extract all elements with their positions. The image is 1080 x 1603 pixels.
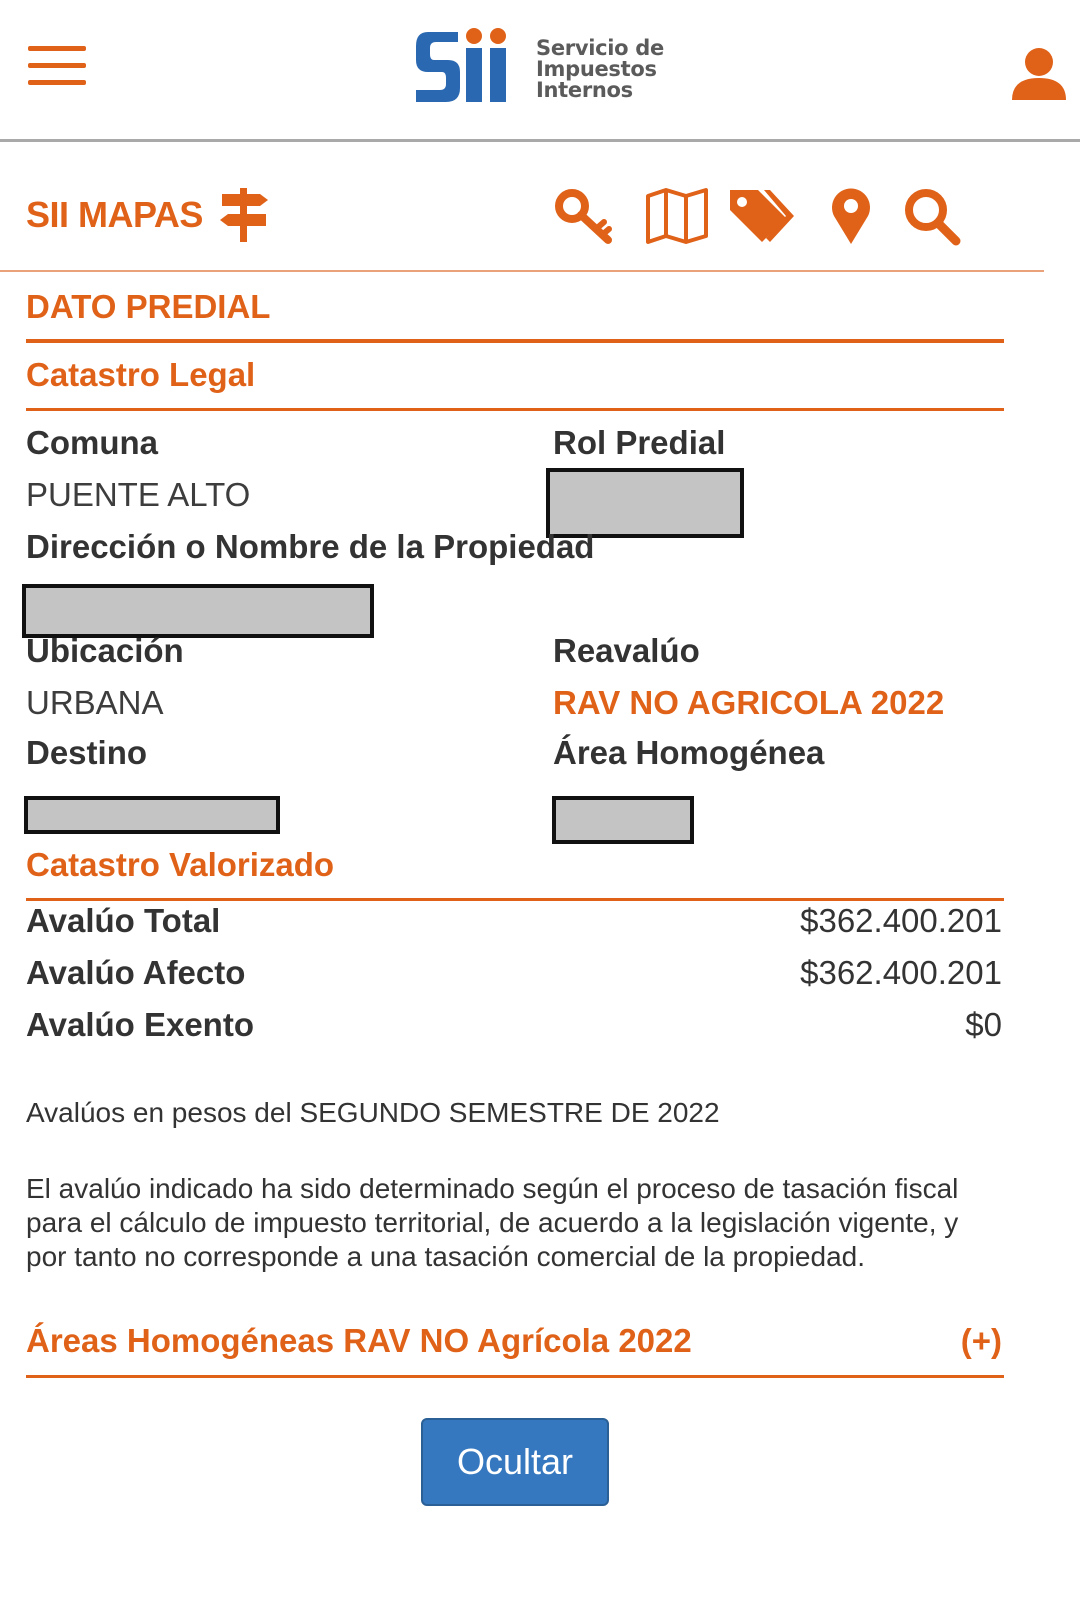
reavaluo-value[interactable]: RAV NO AGRICOLA 2022 [553,684,945,721]
areas-homogeneas-toggle[interactable] [26,1322,1004,1378]
areas-homogeneas-title: Áreas Homogéneas RAV NO Agrícola 2022 [26,1322,692,1359]
signpost-icon [218,186,270,244]
ubicacion-label: Ubicación [26,632,184,669]
hide-button[interactable]: Ocultar [421,1418,609,1506]
section-title: DATO PREDIAL [26,288,1004,343]
area-homogenea-redacted [552,796,694,844]
area-homogenea-label: Área Homogénea [553,734,825,771]
sii-logo [414,20,674,110]
catastro-valorizado-heading: Catastro Valorizado [26,846,1004,901]
avaluo-total-value: $362.400.201 [800,902,1002,939]
app-title[interactable]: SII MAPAS [26,194,203,235]
avaluo-exento-value: $0 [965,1006,1002,1043]
avaluo-afecto-label: Avalúo Afecto [26,954,246,991]
valuation-note: Avalúos en pesos del SEGUNDO SEMESTRE DE 2022 [26,1097,720,1128]
toolbar [0,142,1044,272]
user-icon[interactable] [1010,44,1068,102]
map-icon[interactable] [644,186,710,246]
ubicacion-value: URBANA [26,684,164,721]
destino-label: Destino [26,734,148,771]
reavaluo-label: Reavalúo [553,632,700,669]
hamburger-icon[interactable] [28,46,88,86]
comuna-label: Comuna [26,424,158,461]
destino-redacted [24,796,280,834]
direccion-redacted [22,584,374,638]
avaluo-exento-label: Avalúo Exento [26,1006,254,1043]
catastro-legal-heading: Catastro Legal [26,356,1004,411]
location-pin-icon[interactable] [818,186,884,246]
rol-predial-label: Rol Predial [553,424,726,461]
key-icon[interactable] [552,186,618,246]
logo-text: Servicio de Impuestos Internos [536,36,664,102]
direccion-label: Dirección o Nombre de la Propiedad [26,528,595,565]
expand-toggle[interactable]: (+) [960,1322,1002,1359]
sii-logo-mark [414,20,524,110]
avaluo-total-label: Avalúo Total [26,902,221,939]
valuation-disclaimer: El avalúo indicado ha sido determinado según el proceso de tasación fiscal para el cálculo de impuesto territorial, de acuerdo a la legislación vigente, y por tanto no corresponde a una tasación comercial de la propiedad. [26,1173,959,1272]
avaluo-afecto-value: $362.400.201 [800,954,1002,991]
comuna-value: PUENTE ALTO [26,476,251,513]
tags-icon[interactable] [728,186,794,246]
search-icon[interactable] [900,186,966,246]
app-header [0,0,1080,142]
